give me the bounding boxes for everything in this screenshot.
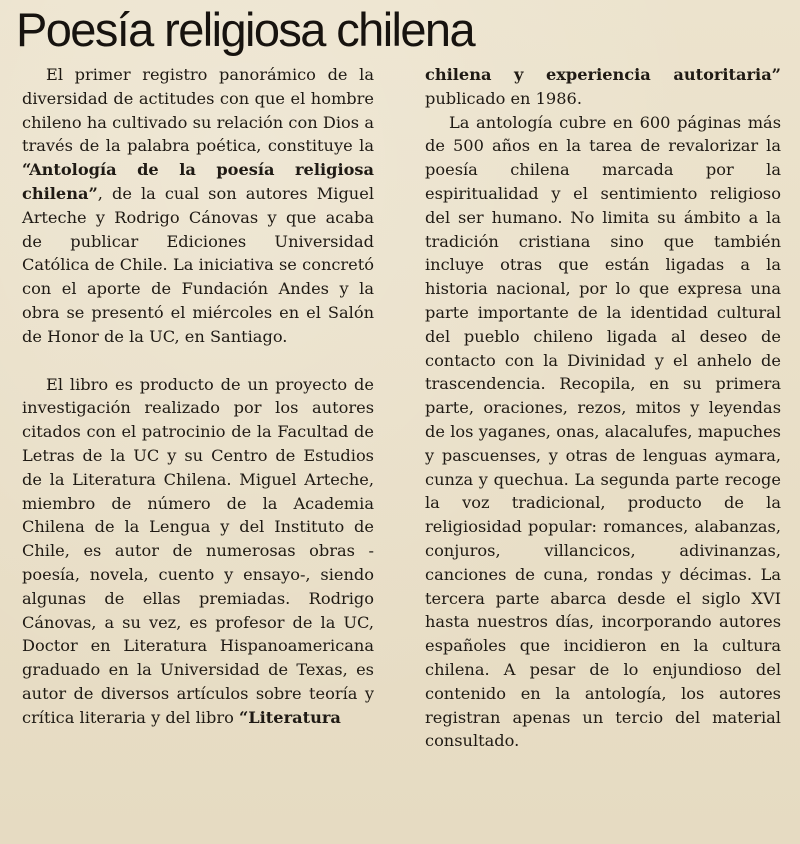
book-title: “Antología de la poesía religiosa chilena” [22,160,374,203]
article-paragraph [425,63,781,111]
paragraph-text: , de la cual son autores Miguel Arteche y Rodrigo Cánovas y que acaba de publicar Ediciones Universidad Católica de Chile. La iniciativa se concretó con el aporte de Fundación Andes y la obra se presentó el miércoles en el Salón de Honor de la UC, en Santiago. [22,183,374,346]
book-title: chilena y experiencia autoritaria” [425,65,781,84]
article-column-right [425,63,781,753]
article-paragraph [22,373,374,730]
paragraph-text: El primer registro panorámico de la diversidad de actitudes con que el hombre chileno ha cultivado su relación con Dios a través de la palabra poética, constituye la [22,65,374,156]
book-title: “Literatura [238,707,341,727]
article-paragraph: La antología cubre en 600 páginas más de 500 años en la tarea de revalorizar la poesía chilena marcada por la espiritualidad y el sentimiento religioso del ser humano. No limita su ámbito a la tradición cristiana sino que también incluye otras que están ligadas a la historia nacional, por lo que expresa una parte importante de la identidad cultural del pueblo chileno ligada al deseo de contacto con la Divinidad y el anhelo de trascendencia. Recopila, en su primera parte, oraciones, rezos, mitos y leyendas de los yaganes, onas, alacalufes, mapuches y pascuenses, y otras de lenguas aymara, cunza y quechua. La segunda parte recoge la voz tradicional, producto de la religiosidad popular: romances, alabanzas, conjuros, villancicos, adivinanzas, canciones de cuna, rondas y décimas. La tercera parte abarca desde el siglo XVI hasta nuestros días, incorporando autores españoles que incidieron en la cultura chilena. A pesar de lo enjundioso del contenido en la antología, los autores registran apenas un tercio del material consultado. [425,112,781,751]
article-paragraph [22,63,374,349]
article-column-left [22,63,374,730]
article-headline: Poesía religiosa chilena [16,3,475,56]
paragraph-text: publicado en 1986. [425,88,582,108]
paragraph-text: El libro es producto de un proyecto de investigación realizado por los autores citados con el patrocinio de la Facultad de Letras de la UC y su Centro de Estudios de la Literatura Chilena. Miguel Arteche, miembro de número de la Academia Chilena de la Lengua y del Instituto de Chile, es autor de numerosas obras -poesía, novela, cuento y ensayo-, siendo algunas de ellas premiadas. Rodrigo Cánovas, a su vez, es profesor de la UC, Doctor en Literatura Hispanoamericana graduado en la Universidad de Texas, es autor de diversos artículos sobre teoría y crítica literaria y del libro [22,374,374,727]
